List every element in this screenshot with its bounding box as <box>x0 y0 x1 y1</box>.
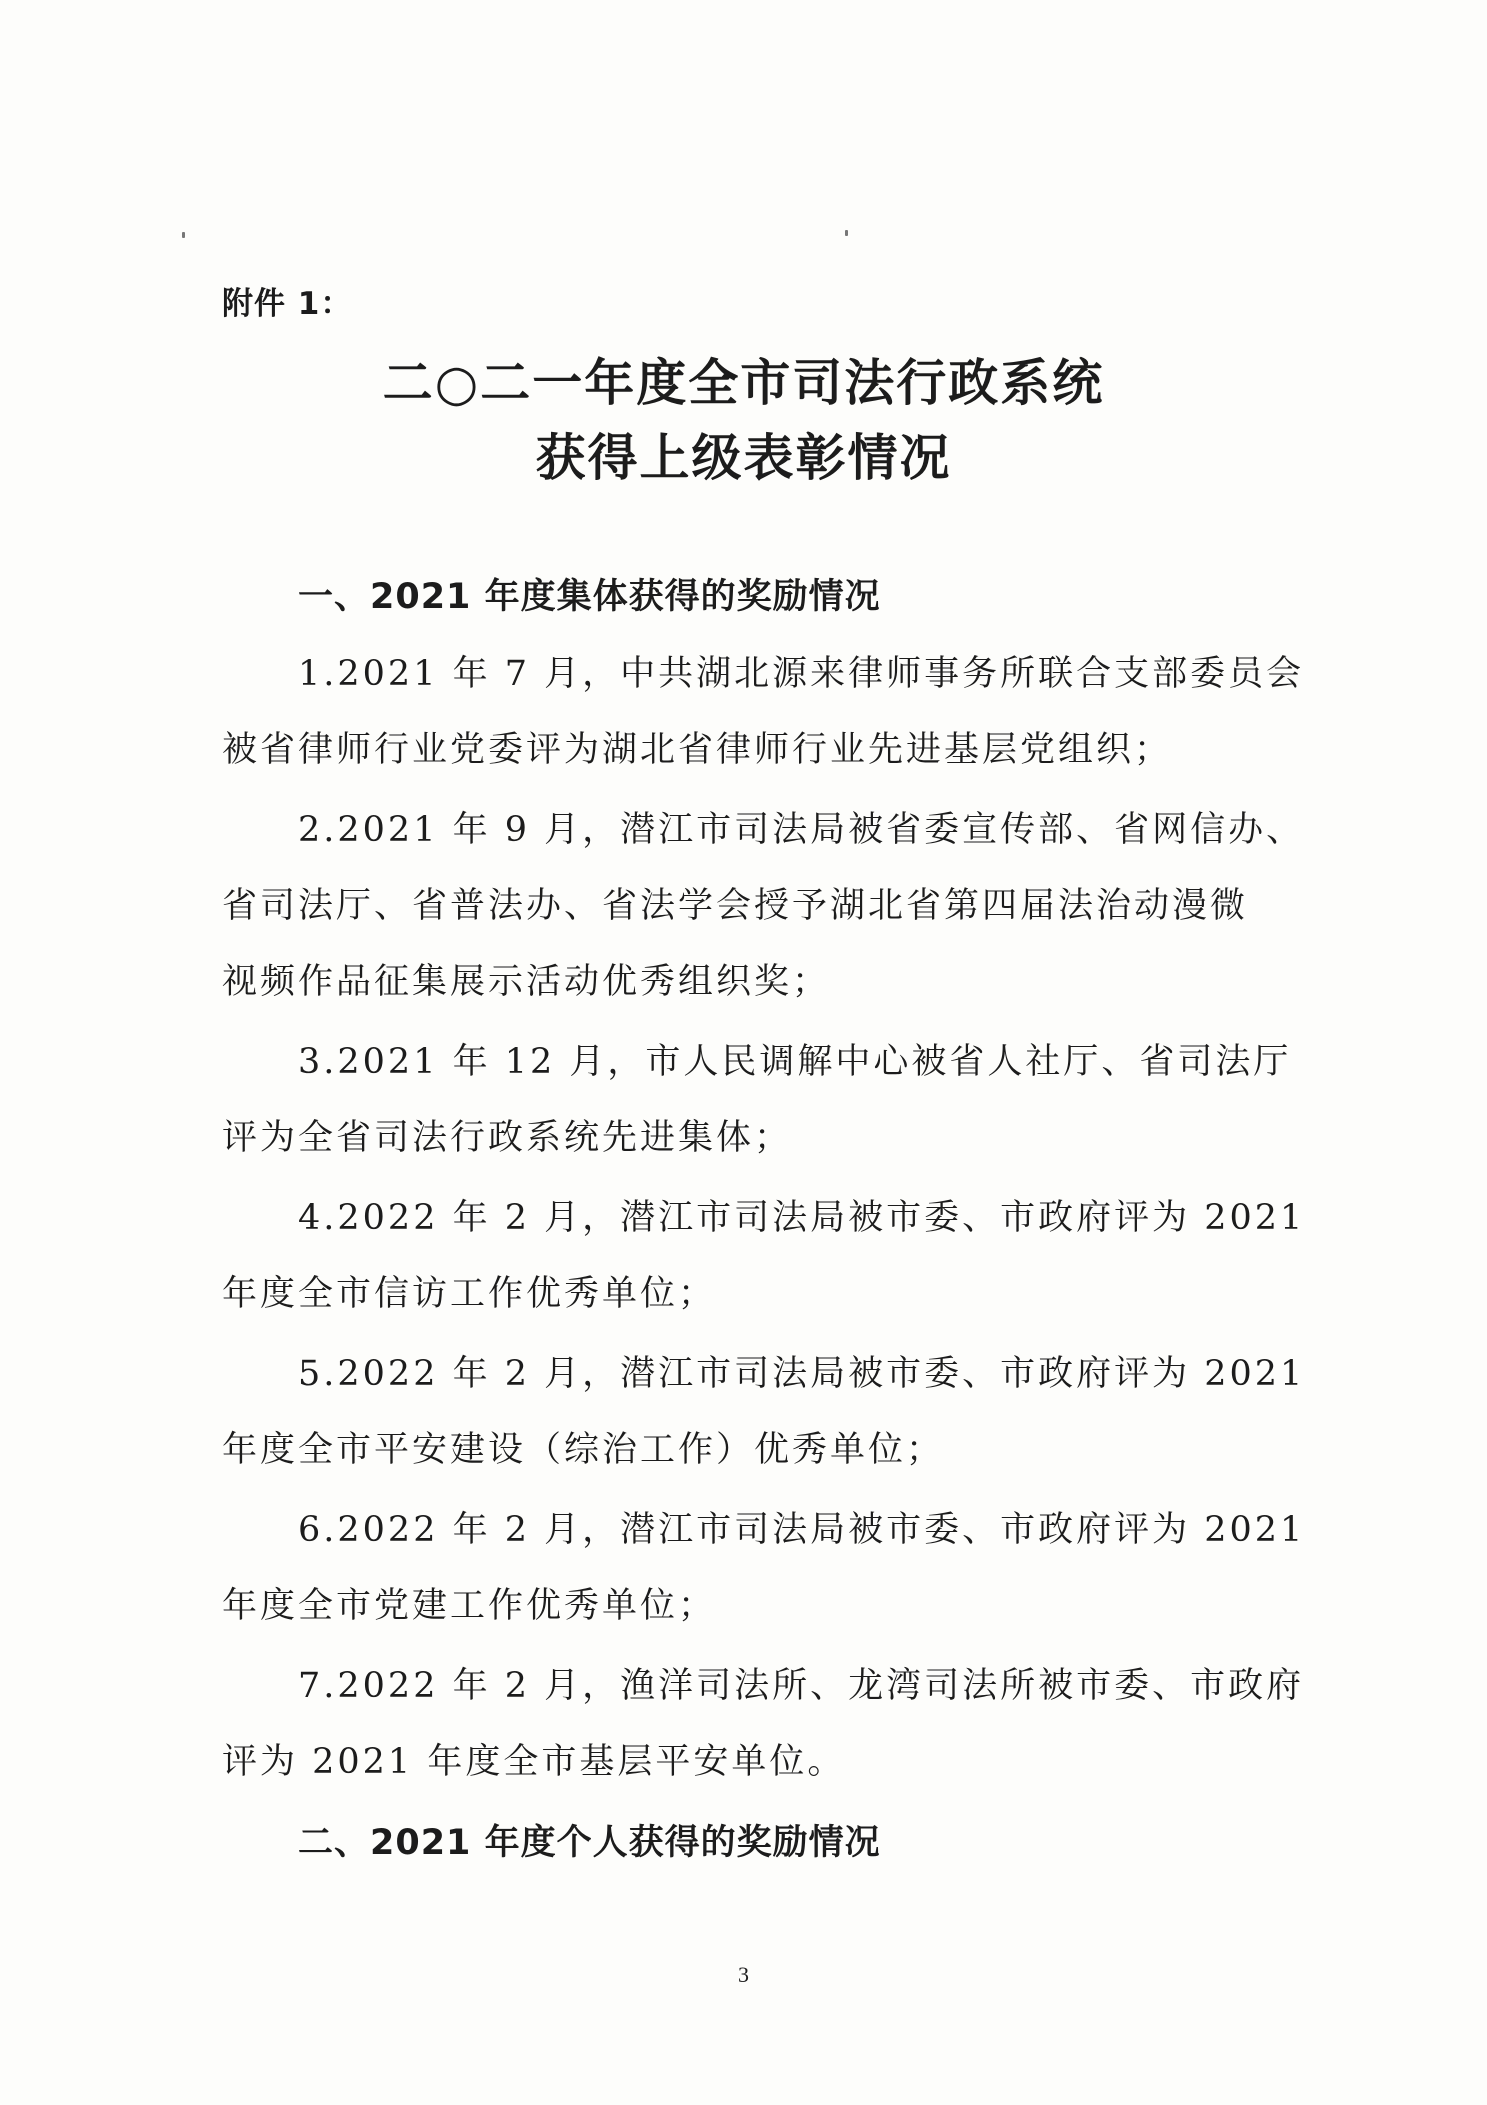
award-item-5-line-1: 5.2022 年 2 月，潜江市司法局被市委、市政府评为 2021 <box>298 1354 1306 1394</box>
award-item-1-line-2: 被省律师行业党委评为湖北省律师行业先进基层党组织； <box>222 730 1173 770</box>
section-heading-collective: 一、2021 年度集体获得的奖励情况 <box>298 577 881 617</box>
document-title-line-1: 二○二一年度全市司法行政系统 <box>382 353 1105 412</box>
attachment-label: 附件 1： <box>222 286 353 322</box>
award-item-7-line-1: 7.2022 年 2 月，渔洋司法所、龙湾司法所被市委、市政府 <box>298 1666 1305 1706</box>
award-item-2-line-1: 2.2021 年 9 月，潜江市司法局被省委宣传部、省网信办、 <box>298 810 1305 850</box>
award-item-4-line-1: 4.2022 年 2 月，潜江市司法局被市委、市政府评为 2021 <box>298 1198 1306 1238</box>
award-item-2-line-2: 省司法厅、省普法办、省法学会授予湖北省第四届法治动漫微 <box>222 886 1249 926</box>
document-title-line-2: 获得上级表彰情况 <box>535 428 952 487</box>
award-item-7-line-2: 评为 2021 年度全市基层平安单位。 <box>222 1742 846 1782</box>
scan-speck <box>182 232 185 238</box>
page-number: 3 <box>738 1962 749 1987</box>
award-item-6-line-2: 年度全市党建工作优秀单位； <box>222 1586 717 1626</box>
section-heading-individual: 二、2021 年度个人获得的奖励情况 <box>298 1823 881 1863</box>
award-item-1-line-1: 1.2021 年 7 月，中共湖北源来律师事务所联合支部委员会 <box>298 654 1305 694</box>
scan-speck <box>845 230 848 236</box>
award-item-5-line-2: 年度全市平安建设（综治工作）优秀单位； <box>222 1430 945 1470</box>
award-item-2-line-3: 视频作品征集展示活动优秀组织奖； <box>222 962 831 1002</box>
award-item-3-line-1: 3.2021 年 12 月，市人民调解中心被省人社厅、省司法厅 <box>298 1042 1292 1082</box>
award-item-3-line-2: 评为全省司法行政系统先进集体； <box>222 1118 793 1158</box>
award-item-6-line-1: 6.2022 年 2 月，潜江市司法局被市委、市政府评为 2021 <box>298 1510 1306 1550</box>
award-item-4-line-2: 年度全市信访工作优秀单位； <box>222 1274 717 1314</box>
